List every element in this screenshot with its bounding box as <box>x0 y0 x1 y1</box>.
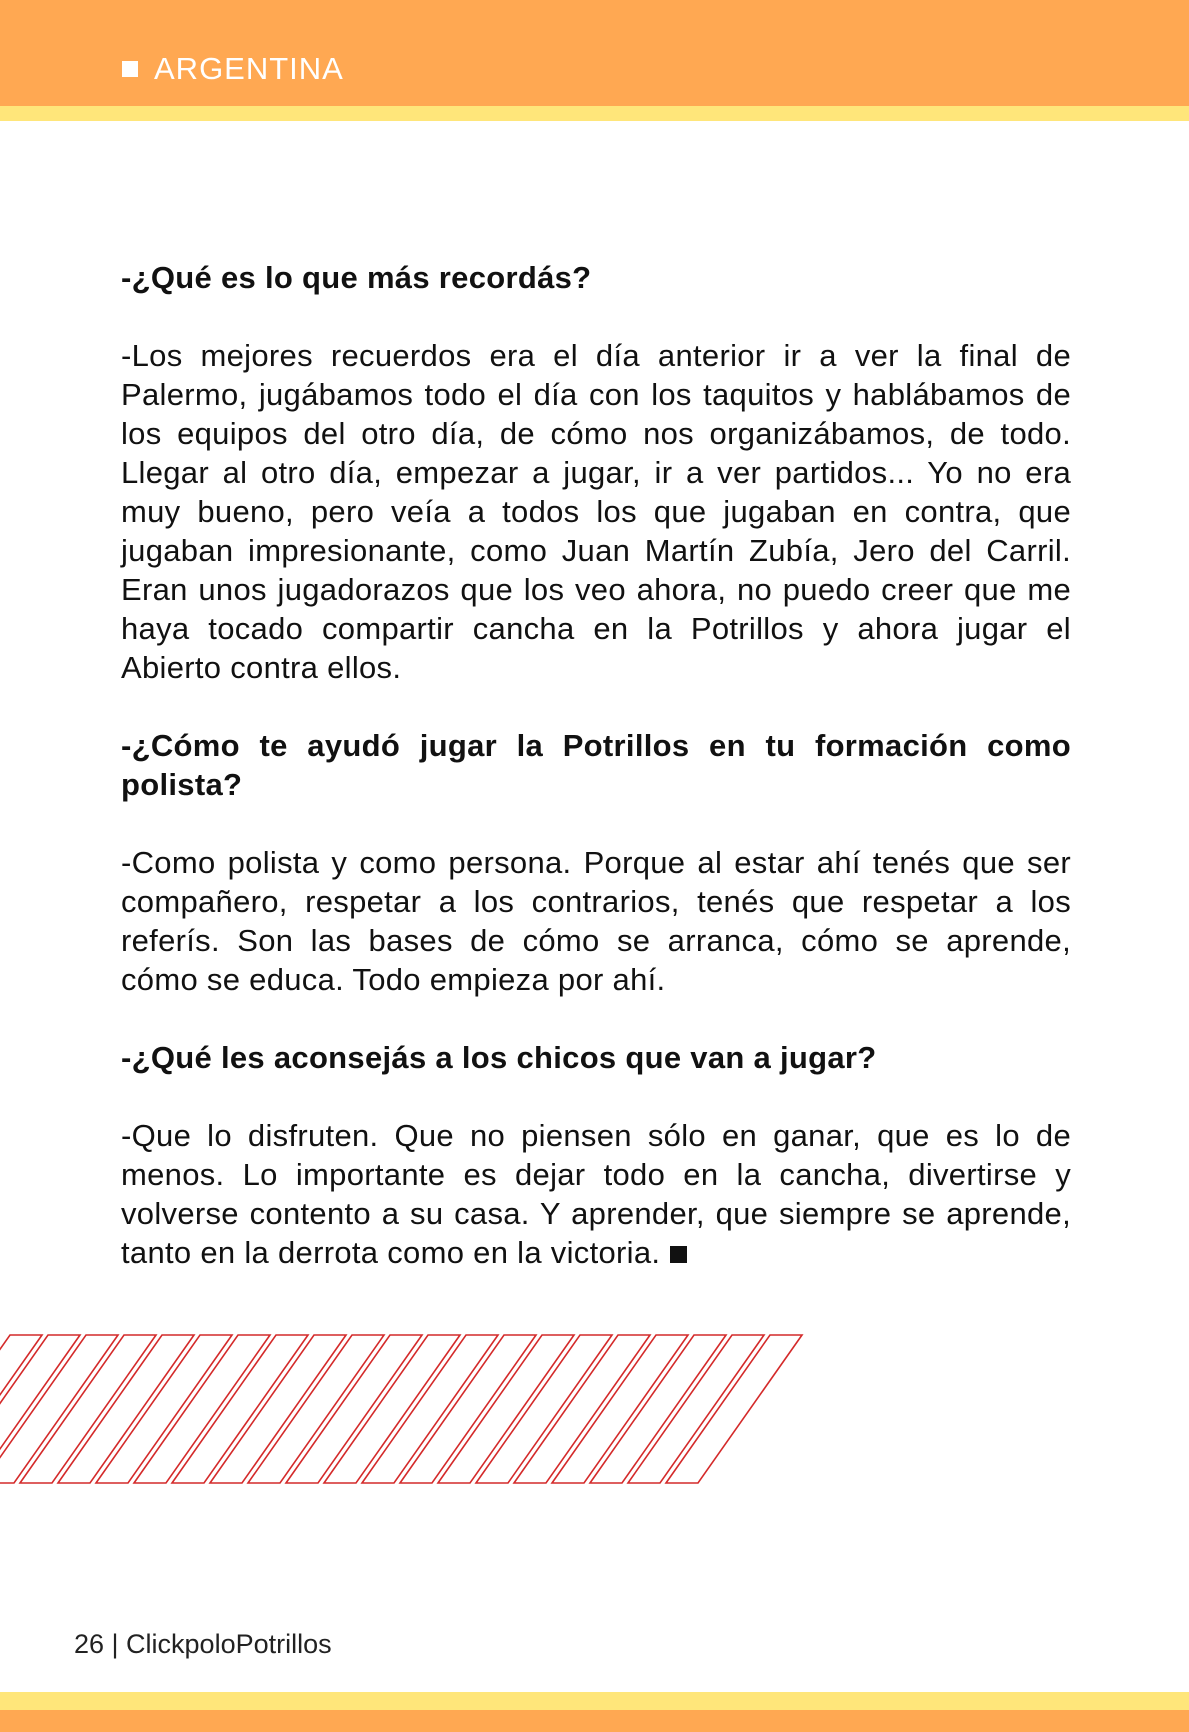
hatch-stripe <box>666 1335 802 1483</box>
page-footer-label: 26 | ClickpoloPotrillos <box>74 1629 332 1659</box>
hatch-stripe <box>0 1335 118 1483</box>
square-bullet-icon <box>122 61 138 77</box>
answer-2: -Como polista y como persona. Porque al estar ahí tenés que ser compañero, respetar a los contrarios, tenés que respetar a los referís. Son las bases de cómo se arranca, cómo se aprende, cómo se educa. Todo empieza por ahí. <box>121 845 1071 997</box>
hatch-stripe <box>134 1335 270 1483</box>
section-label-text: ARGENTINA <box>154 51 344 86</box>
hatch-stripe <box>438 1335 574 1483</box>
hatch-stripe <box>96 1335 232 1483</box>
footer-stripe <box>0 1692 1189 1710</box>
hatch-stripe <box>324 1335 460 1483</box>
hatch-stripe <box>400 1335 536 1483</box>
section-label <box>122 50 344 88</box>
hatch-stripe <box>58 1335 194 1483</box>
answer-3-text: -Que lo disfruten. Que no piensen sólo en ganar, que es lo de menos. Lo importante es dejar todo en la cancha, divertirse y volverse contento a su casa. Y aprender, que siempre se aprende, tanto en la derrota como en la victoria. <box>121 1118 1071 1270</box>
question-2: -¿Cómo te ayudó jugar la Potrillos en tu formación como polista? <box>121 728 1071 802</box>
hatch-stripe <box>514 1335 650 1483</box>
diagonal-hatch-decoration <box>0 1333 870 1485</box>
question-3: -¿Qué les aconsejás a los chicos que van a jugar? <box>121 1040 877 1075</box>
hatch-stripe <box>248 1335 384 1483</box>
hatch-stripe <box>20 1335 156 1483</box>
question-1: -¿Qué es lo que más recordás? <box>121 260 592 295</box>
hatch-stripe <box>590 1335 726 1483</box>
footer-band <box>0 1710 1189 1732</box>
hatch-stripe <box>628 1335 764 1483</box>
hatch-stripe <box>362 1335 498 1483</box>
header-stripe <box>0 106 1189 121</box>
hatch-stripe <box>172 1335 308 1483</box>
answer-3 <box>121 1116 1071 1272</box>
answer-1: -Los mejores recuerdos era el día anterior ir a ver la final de Palermo, jugábamos todo el día con los taquitos y hablábamos de los equipos del otro día, de cómo nos organizábamos, de todo. Llegar al otro día, empezar a jugar, ir a ver partidos... Yo no era muy bueno, pero veía a todos los que jugaban en contra, que jugaban impresionante, como Juan Martín Zubía, Jero del Carril. Eran unos jugadorazos que los veo ahora, no puedo creer que me haya tocado compartir cancha en la Potrillos y ahora jugar el Abierto contra ellos. <box>121 338 1071 685</box>
end-of-article-icon <box>670 1246 687 1263</box>
hatch-stripe <box>552 1335 688 1483</box>
hatch-stripe <box>476 1335 612 1483</box>
hatch-stripe <box>210 1335 346 1483</box>
hatch-stripe <box>286 1335 422 1483</box>
interview-body <box>121 258 1071 1311</box>
